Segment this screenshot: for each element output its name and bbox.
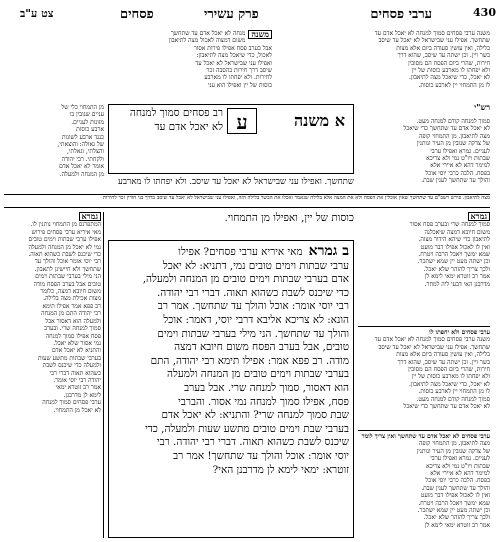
- bottom-strip: מצה לתיאבון. פירש רשב"ם עד שתחשך שאין אוכלין את הפסח ולא את המצה אלא בלילה שנאמר ואכלו את הבשר בלילה הזה, ואפילו עני שבישראל לא יאכל עד שיסב כדרך בני חורין זכר לחירות: [4, 194, 490, 208]
- mishnah-continuation: שתחשך. ואפילו עני שבישראל לא יאכל עד שיסב. ולא יפחתו לו מארבע: [118, 177, 354, 187]
- rashi-header: [358, 104, 490, 116]
- gemara-text: ב גמראמאי איריא ערבי פסחים? אפילו ערבי שבתות וימים טובים נמי, דתניא: לא יאכל אדם בערבי שבתות וימים טובים מן המנחה ולמעלה, כדי שיכנס לשבת כשהוא תאוה. דברי רבי יהודה. רבי יוסי אומר: אוכל והולך עד שתחשך. אמר רב הונא: לא צריכא אליבא דרבי יוסי, דאמר: אוכל והולך עד שתחשך. הני מילי בערבי שבתות וימים טובים, אבל בערב הפסח משום חיובא דמצה מודה. רב פפא אמר: אפילו תימא רבי יהודה, התם בערבי שבתות וימים טובים מן המנחה ולמעלה הוא דאסור, סמוך למנחה שרי. אבל בערב פסח, אפילו סמוך למנחה נמי אסור. והברבי שבת סמוך למנחה שרי? והתניא: לא יאכל אדם בערבי שבת וימים טובים מתשע שעות ולמעלה, כדי שיכנס לשבת כשהוא תאוה. דברי רבי יהודה. רבי יוסי אומר: אוכל והולך עד שתחשך! אמר רב זוטרא: ימאי לימא לן מדרבנן האי?: [142, 245, 349, 476]
- left-top-commentary: משנה מנחה לא יאכל אדם עד שתחשך משום דמצוה לאכול מצה לתיאבון אבל בערב פסח אפילו פירות אסור לאכול, כדי שיאכל מצה לתיאבון: ואפילו עני שבישראל לא יאכל עד שיסב דרך חירות בהסבה זכר לחירות. ולא יפחתו לו מארבע כוסות של יין ואפילו הוא עני: [168, 30, 272, 89]
- left-commentary-column: גמרא המתפרנס מן התמחוי נותנין לו. מאי איריא ערבי פסחים פירוש אפילו ערבי שבתות וימים טובים נמי לא יאכל מן המנחה ולמעלה כדי שיכנס לשבת כשהוא תאוה. רבי יוסי אומר אוכל והולך עד שתחשך ולא חיישינן לתאבון. הני מילי בערבי שבתות וימים טובים אבל בערב הפסח מודה משום חיובא דמצה, כלומר מצות אכילת מצה בלילה. רב פפא אמר אפילו תימא רבי יהודה התם מן המנחה ולמעלה הוא דאסור אבל סמוך למנחה שרי. ובערב פסח אפילו סמוך למנחה נמי אסור שלא יאכל. והתניא לא יאכל אדם בערבי שבתות מתשע שעות ולמעלה כדי שיכנס לשבת כשהוא תאוה דברי רבי יהודה רבי יוסי אומר. אמר רב זוטרא ימאי לימא לן מדרבנן. ערבי פסחים סמוך למנחה לא יאכל מן התמחוי.: [4, 212, 104, 538]
- tractate-title-left: פסחים: [120, 7, 154, 22]
- folio-label: צט ע"ב: [20, 7, 54, 20]
- right-rashi-lower: גמרא סמוך למנחה שרי ובערב פסח אסור משום חיובא דמצה שיאכלנה לתיאבון כדי שיהא הידור מצוה. ואין לו לאכול אפילו דבר מועט שמא ימשך ויאכל הרבה ויטרח. וכן ישתה מעט יין שמא ישתכר. ולכך צריך להזהר שלא יאכל. אמר רב זוטרא ימאי לימא לן מדרבנן האי דבעי ליה למחר.: [409, 212, 490, 288]
- gemara-label: ב גמרא: [308, 245, 349, 259]
- right-side-note-1: ערבי פסחים ולא יחפתו לו משנה ערבי פסחים סמוך למנחה לא יאכל אדם עד שתחשך. אפילו עני שבישראל לא יאכל עד שיסב בלילה, ואין עושין סעודה ביום אלא מצות בשר ויין. וכן ישתה עד שיסב, שהוא דרך חירות, שהרי ביום הפסח הם מסובין ולא יפחתו לו מארבע כוסות של יין לא יאכל, כדי שיאכל מצה לתיאבון. לו מן התמחוי יין לארבע כוסות. סמוך למנחה קודם למנחה מעט. לא יאכל אדם עד שתחשך כדי שיאכל: [358, 326, 490, 426]
- mishnah-block: [108, 104, 354, 174]
- right-rashi-upper: סמוך למנחה קודם למנחה מעט. לא יאכל אדם עד שתחשך כדי שיאכל מצה לתיאבון. מן התמחוי קופה של צדקה שגובין מן העיר ונותנין לעניים. גמרא ואפילו ערבי שבתות ויו"ט נמי ולא צריכא למימר דהא לא איירי אלא בפסח. הלכה כרבי יוסי אוכל והולך עד שתחשך לענין שבת.: [403, 118, 490, 185]
- page-header: [4, 6, 496, 24]
- mishnah-end: כוסות של יין, ואפילו מן התמחוי.: [224, 212, 354, 224]
- mishnah-box-label: משנה: [248, 30, 272, 39]
- left-mid-commentary: מן התמחוי כלי של עניים שגובין בו מזונות לעניים. ארבע כוסות כנגד ארבע לשונות של גאולה: והוצאתי, והצלתי, וגאלתי, ולקחתי. רבי יהודה אומר לא יאכל אדם מן המנחה ולמעלה.: [57, 104, 104, 178]
- gemara-box-label: גמרא: [79, 212, 101, 221]
- tosafot-label: גמרא: [468, 212, 490, 221]
- right-side-note-2: ערבי פסחים לא יאכל אדם עד שתחשך ואין צריך לומר מצה לתיאבון. מן התמחוי קופה של צדקה שגובין מן העיר ונותנין לעניים. גמרא ואפילו ערבי שבתות ויו"ט נמי ולא צריכא למימר דהא לא איירי אלא בפסח. הלכה כרבי יוסי אוכל והולך עד שתחשך לענין שבת. ואין לו לאכול אפילו דבר מועט שמא ימשך ויאכל הרבה ויטרח. וכן ישתה מעט יין שמא ישתכר. ולכך צריך להזהר שלא יאכל. אמר רב זוטרא ימאי לימא לן: [358, 430, 490, 538]
- tractate-title-right: ערבי פסחים: [370, 7, 432, 22]
- right-commentary: משנה ערבי פסחים סמוך למנחה לא יאכל אדם עד שתחשך. אפילו עני שבישראל לא יאכל עד שיסב בלילה, ואין עושין סעודה ביום אלא מצות בשר ויין. וכן ישתה עד שיסב, שהוא דרך חירות, שהרי ביום הפסח הם מסובין ולא יפחתו לו מארבע כוסות של יין לא יאכל, כדי שיאכל מצה לתיאבון. לו מן התמחוי יין לארבע כוסות.: [374, 30, 490, 89]
- mishnah-opening: רב פסחים סמוך למנחה לא יאכל אדם עד: [129, 107, 223, 133]
- rashi-label: רש"י: [474, 104, 490, 112]
- ayin-initial-letter: ע: [227, 108, 257, 134]
- chapter-title: פרק עשירי: [204, 7, 259, 22]
- page-number: 430: [473, 6, 496, 19]
- mishnah-label: א משנה: [293, 111, 345, 130]
- gemara-block: [108, 240, 354, 538]
